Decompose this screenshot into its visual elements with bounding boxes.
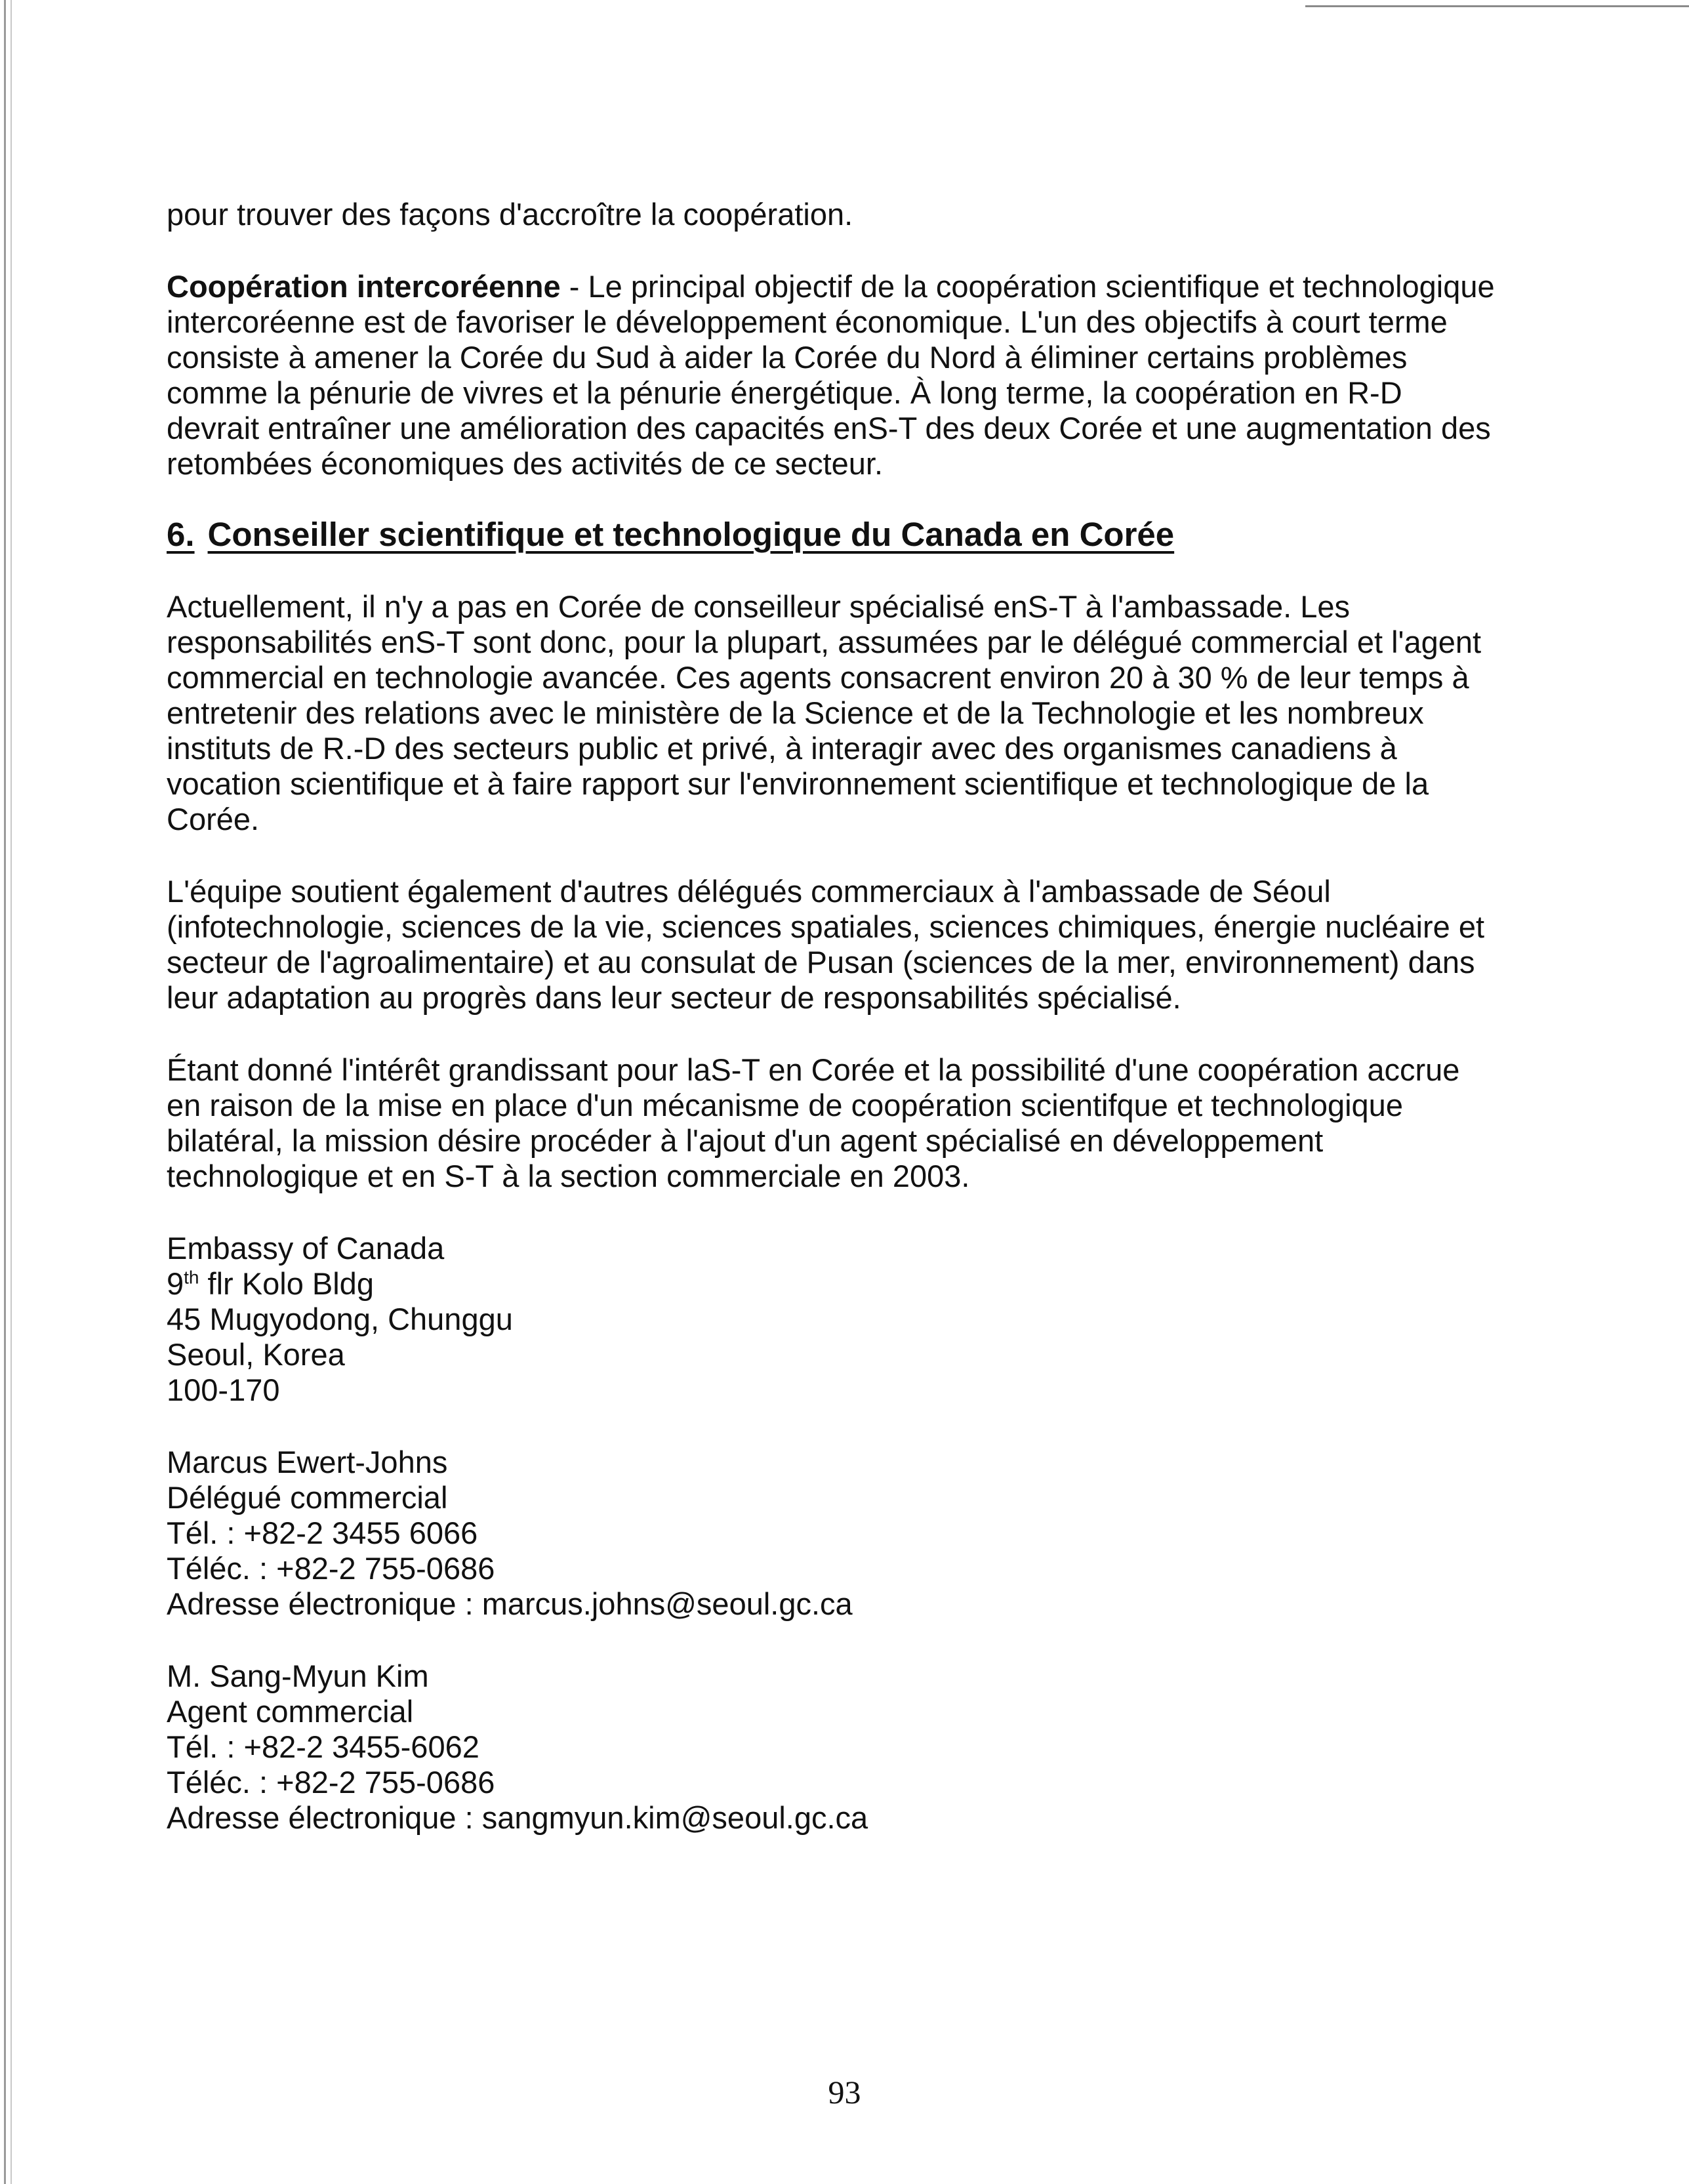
intercoreen-body: Le principal objectif de la coopération scientifique et technologique intercoréenne est de favoriser le développement économique. L'un des objectifs à court terme consiste à amener la Corée du Sud à aider la Corée du Nord à éliminer certains problèmes comme la pénurie de vivres et la pénurie énergétique. À long terme, la coopération en R-D devrait entraîner une amélioration des capacités enS-T des deux Corée et une augmentation des retombées économiques des activités de ce secteur.: [167, 269, 1495, 481]
intro-continuation: pour trouver des façons d'accroître la coopération.: [167, 197, 853, 232]
address-line-3: 45 Mugyodong, Chunggu: [167, 1302, 513, 1336]
section-paragraph-2: L'équipe soutient également d'autres délégués commerciaux à l'ambassade de Séoul (infotechnologie, sciences de la vie, sciences spatiales, sciences chimiques, énergie nucléaire et secteur de l'agroalimentaire) et au consulat de Pusan (sciences de la mer, environnement) dans leur adaptation au progrès dans leur secteur de responsabilités spécialisé.: [167, 874, 1485, 1015]
address-line-4: Seoul, Korea: [167, 1337, 345, 1372]
intercoreen-separator: -: [560, 269, 588, 304]
contact-email: Adresse électronique : marcus.johns@seoul.gc.ca: [167, 1586, 853, 1621]
contact-role: Agent commercial: [167, 1694, 414, 1729]
address-floor-suffix: th: [184, 1267, 199, 1288]
address-line-1: Embassy of Canada: [167, 1231, 445, 1266]
contact-fax: Téléc. : +82-2 755-0686: [167, 1551, 495, 1586]
contact-block: [167, 1659, 1498, 1836]
contact-name: M. Sang-Myun Kim: [167, 1659, 429, 1693]
scan-border-top: [1305, 5, 1689, 7]
intercoreen-paragraph: [167, 269, 1498, 482]
page-number: 93: [828, 2074, 861, 2111]
section-heading: [167, 517, 1498, 552]
address-line-5: 100-170: [167, 1372, 280, 1407]
section-paragraph-3: Étant donné l'intérêt grandissant pour laS-T en Corée et la possibilité d'une coopération accrue en raison de la mise en place d'un mécanisme de coopération scientifque et technologique bilatéral, la mission désire procéder à l'ajout d'un agent spécialisé en développement technologique et en S-T à la section commerciale en 2003.: [167, 1052, 1460, 1193]
contact-tel: Tél. : +82-2 3455-6062: [167, 1729, 479, 1764]
contact-name: Marcus Ewert-Johns: [167, 1445, 448, 1479]
document-body: [167, 197, 1498, 1836]
contact-tel: Tél. : +82-2 3455 6066: [167, 1515, 478, 1550]
section-title: Conseiller scientifique et technologique du Canada en Corée: [207, 516, 1175, 553]
intercoreen-title: Coopération intercoréenne: [167, 269, 561, 304]
scan-border-left: [4, 0, 6, 2184]
contact-role: Délégué commercial: [167, 1480, 448, 1515]
section-paragraph-1: Actuellement, il n'y a pas en Corée de conseilleur spécialisé enS-T à l'ambassade. Les responsabilités enS-T sont donc, pour la plupart, assumées par le délégué commercial et l'agent commercial en technologie avancée. Ces agents consacrent environ 20 à 30 % de leur temps à entretenir des relations avec le ministère de la Science et de la Technologie et les nombreux instituts de R.-D des secteurs public et privé, à interagir avec des organismes canadiens à vocation scientifique et à faire rapport sur l'environnement scientifique et technologique de la Corée.: [167, 589, 1482, 836]
contact-fax: Téléc. : +82-2 755-0686: [167, 1765, 495, 1800]
contact-block: [167, 1445, 1498, 1622]
embassy-address: [167, 1231, 1498, 1408]
address-line-2: [167, 1266, 1498, 1302]
address-floor-number: 9: [167, 1266, 184, 1301]
scan-border-left-inner: [10, 0, 12, 2184]
address-floor-rest: flr Kolo Bldg: [199, 1266, 374, 1301]
contact-email: Adresse électronique : sangmyun.kim@seoul.gc.ca: [167, 1800, 868, 1835]
section-number: 6.: [167, 516, 195, 553]
